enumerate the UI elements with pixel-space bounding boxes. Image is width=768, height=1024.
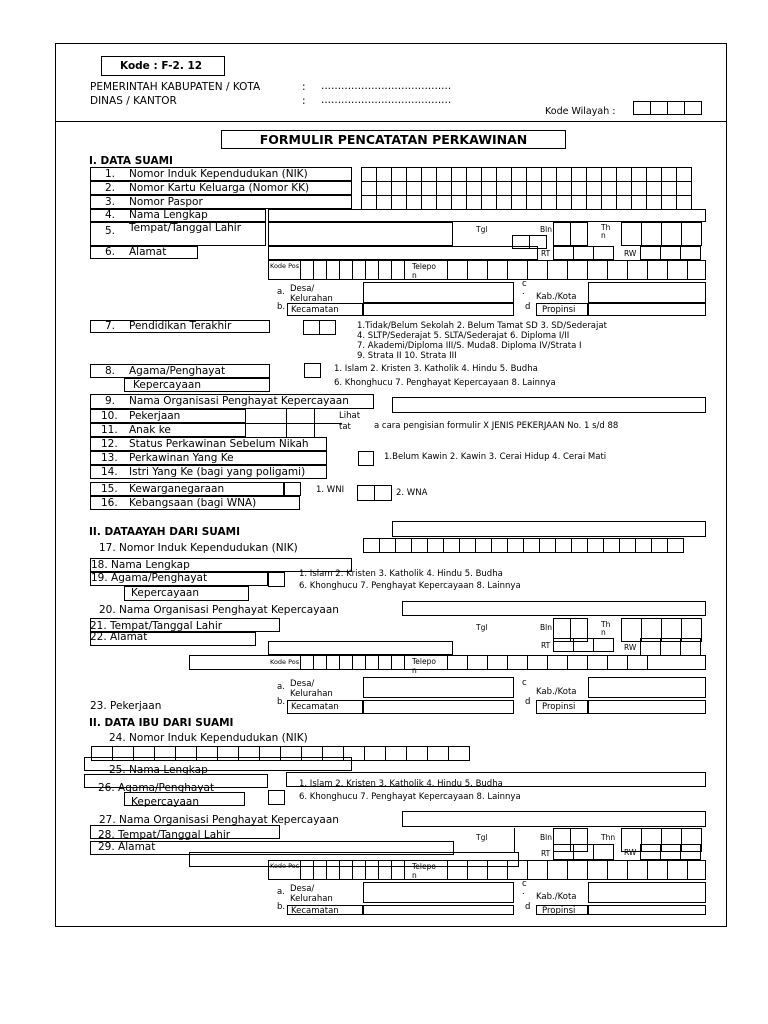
perkawinan-ke-label: Perkawinan Yang Ke xyxy=(129,452,234,464)
dinas-dots[interactable]: ....................................... xyxy=(321,94,452,106)
ayah-ttl-label: 21. Tempat/Tanggal Lahir xyxy=(90,620,223,632)
dinas-label: DINAS / KANTOR xyxy=(90,95,177,107)
ibu-agama-options-2: 6. Khonghucu 7. Penghayat Kepercayaan 8. Lainnya xyxy=(299,792,521,802)
section-2-heading: II. DATAAYAH DARI SUAMI xyxy=(89,526,240,538)
status-perkawinan-label: Status Perkawinan Sebelum Nikah xyxy=(129,438,309,450)
ibu-agama-label: 26. Agama/Penghayat xyxy=(98,782,215,794)
row-4-label: Nama Lengkap xyxy=(129,209,208,221)
ayah-agama-label: 19. Agama/Penghayat xyxy=(91,572,208,584)
section-3-heading: II. DATA IBU DARI SUAMI xyxy=(89,717,234,729)
kode-wilayah-cells[interactable] xyxy=(634,101,702,115)
header-divider xyxy=(56,121,726,122)
row-9-box: 9. Nama Organisasi Penghayat Kepercayaan xyxy=(90,394,374,409)
kabkota-field[interactable] xyxy=(588,282,706,303)
kode-wilayah-label: Kode Wilayah : xyxy=(545,106,616,117)
pemerintah-dots[interactable]: ....................................... xyxy=(321,80,452,92)
kewarganegaraan-label: Kewarganegaraan xyxy=(129,483,225,495)
ayah-kepercayaan-box: Kepercayaan xyxy=(124,586,249,601)
form-page: Kode : F-2. 12 PEMERINTAH KABUPATEN / KOTA : ....................................... DINAS / KANTOR : ....................................... Kode Wilayah : FORMULIR PENCATATAN PERKAWINAN I. DATA SUAMI 1. Nomor Induk Kependudukan (NIK) 2. Nomor Kartu Keluarga (Nomor KK) 3. Nomor Paspor 4. Nama Lengkap 5. Tempat/Tanggal Lahir Tgl Bln Th n 6. Alamat RT RW Kode Pos Telepo n a. Desa/ Kelurahan b. Kecamatan c . Kab./Kota d Propinsi 7. Pendidikan Terakhir 1.Tidak/Belum Sekolah 2. Belum Tamat SD 3. SD/Sederajat 4. SLTP/Sederajat 5. SLTA/Sederajat 6. Diploma I/II 7. Akademi/Diploma III/S. Muda8. Diploma IV/Strata I 9. Strata II 10. Strata III 8. Agama/Penghayat Kepercayaan 1. Islam 2. Kristen 3. Katholik 4. Hindu 5. Budha 6. Khonghucu 7. Penghayat Kepercayaan 8. Lainnya 9. Nama Organisasi Penghayat Kepercayaan 10. Pekerjaan 11. Anak ke Lihat tat a cara pengisian formulir X JENIS PEKERJAAN No. 1 s/d 88 12. Status Perkawinan Sebelum Nikah 13. Perkawinan Yang Ke 1.Belum Kawin 2. Kawin 3. Cerai Hidup 4. Cerai Mati 14. Istri Yang Ke (bagi yang poligami) 15. Kewarganegaraan 1. WNI 2. WNA 16. Kebangsaan (bagi WNA) II. DATAAYAH DARI SUAMI 17. Nomor Induk Kependudukan (NIK) 18. Nama Lengkap 19. Agama/Penghayat Kepercayaan 1. Islam 2. Kristen 3. Katholik 4. Hindu 5. Budha 6. Khonghucu 7. Penghayat Kepercayaan 8. Lainnya 20. Nama Organisasi Penghayat Kepercayaan 21. Tempat/Tanggal Lahir 22. Alamat Tgl Bln Th n RT RW Kode Pos Telepo n a. Desa/ Kelurahan b. Kecamatan c Kab./Kota d Propinsi 23. Pekerjaan II. DATA IBU DARI SUAMI 24. Nomor Induk Kependudukan (NIK) 25. Nama Lengkap 26. Agama/Penghayat Kepercayaan 1. Islam 2. Kristen 3. Katholik 4. Hindu 5. Budha 6. Khonghucu 7. Penghayat Kepercayaan 8. Lainnya 27. Nama Organisasi Penghayat Kepercayaan 28. Tempat/Tanggal Lahir 29. Alamat Tgl Bln Thn RT RW Kode Pos Telepo n a. Desa/ Kelurahan b. Kecamatan c . Kab./Kota d Propinsi xyxy=(55,43,727,927)
ayah-tempat-field[interactable] xyxy=(268,641,453,655)
ibu-nama-label: 25. Nama Lengkap xyxy=(109,764,208,776)
row-1-box: 1. Nomor Induk Kependudukan (NIK) xyxy=(90,167,352,181)
status-cell[interactable] xyxy=(358,451,374,466)
propinsi-field[interactable] xyxy=(588,303,706,316)
row-10-box: 10. Pekerjaan xyxy=(90,409,246,423)
ayah-nama-label: 18. Nama Lengkap xyxy=(91,559,190,571)
kodepos-cells[interactable] xyxy=(301,260,405,280)
ayah-alamat-label: 22. Alamat xyxy=(90,631,148,643)
section-2-top-field[interactable] xyxy=(392,521,706,537)
row-5-label: Tempat/Tanggal Lahir xyxy=(129,222,242,234)
row-11-box: 11. Anak ke xyxy=(90,423,246,437)
section-1-heading: I. DATA SUAMI xyxy=(89,155,173,167)
pendidikan-cells[interactable] xyxy=(304,320,336,335)
kecamatan-label-box: Kecamatan xyxy=(287,303,363,316)
row-1-label: Nomor Induk Kependudukan (NIK) xyxy=(129,168,308,180)
ayah-pekerjaan-label: 23. Pekerjaan xyxy=(90,700,162,712)
kepercayaan-label-box: Kepercayaan xyxy=(124,378,270,392)
alamat-field[interactable] xyxy=(268,246,538,260)
anak-ke-label: Anak ke xyxy=(129,424,171,436)
colon-2: : xyxy=(302,95,306,107)
wni-wna-cells[interactable] xyxy=(358,485,392,501)
agama-options-1: 1. Islam 2. Kristen 3. Katholik 4. Hindu 5. Budha xyxy=(334,364,538,374)
istri-ke-label: Istri Yang Ke (bagi yang poligami) xyxy=(129,466,306,478)
bln-cells[interactable] xyxy=(554,222,588,246)
organisasi-field[interactable] xyxy=(392,397,706,413)
row-6-box: 6. Alamat xyxy=(90,246,198,259)
ibu-alamat-label: 29. Alamat xyxy=(98,841,156,853)
row-3-box: 3. Nomor Paspor xyxy=(90,195,352,209)
row-5-box: 5. Tempat/Tanggal Lahir xyxy=(90,222,266,246)
form-title-box xyxy=(221,130,566,149)
ibu-organisasi-label: 27. Nama Organisasi Penghayat Kepercayaan xyxy=(99,814,339,826)
ibu-kepercayaan-box: Kepercayaan xyxy=(124,792,245,806)
pemerintah-label: PEMERINTAH KABUPATEN / KOTA xyxy=(90,81,261,93)
kode-label: Kode : F-2. 12 xyxy=(120,60,203,72)
agama-options-2: 6. Khonghucu 7. Penghayat Kepercayaan 8. Lainnya xyxy=(334,378,556,388)
row-15-box: 15. Kewarganegaraan xyxy=(90,482,284,496)
row-16-box: 16. Kebangsaan (bagi WNA) xyxy=(90,496,300,510)
row-6-label: Alamat xyxy=(129,246,167,258)
kode-box xyxy=(101,56,225,76)
pekerjaan-label: Pekerjaan xyxy=(129,410,181,422)
kecamatan-field[interactable] xyxy=(363,303,514,316)
paspor-cells[interactable] xyxy=(362,195,692,210)
pendidikan-label: Pendidikan Terakhir xyxy=(129,320,232,332)
kk-cells[interactable] xyxy=(362,181,692,196)
rt-cells[interactable] xyxy=(554,246,614,260)
pendidikan-options: 1.Tidak/Belum Sekolah 2. Belum Tamat SD 3. SD/Sederajat 4. SLTP/Sederajat 5. SLTA/Sederajat 6. Diploma I/II 7. Akademi/Diploma III/S. Muda8. Diploma IV/Strata I 9. Strata II 10. Strata III xyxy=(357,321,607,361)
telepon-cells[interactable] xyxy=(448,260,688,280)
ayah-nik-cells[interactable] xyxy=(364,538,684,553)
ibu-agama-cell[interactable] xyxy=(268,790,285,805)
tempat-lahir-field[interactable] xyxy=(268,222,453,246)
row-8-box: 8. Agama/Penghayat xyxy=(90,364,270,378)
ayah-organisasi-field[interactable] xyxy=(402,601,706,616)
row-2-label: Nomor Kartu Keluarga (Nomor KK) xyxy=(129,182,310,194)
rw-cells[interactable] xyxy=(641,246,701,260)
row-19-box xyxy=(90,572,268,586)
ayah-organisasi-label: 20. Nama Organisasi Penghayat Kepercayaan xyxy=(99,604,339,616)
row-3-label: Nomor Paspor xyxy=(129,196,203,208)
colon-1: : xyxy=(302,81,306,93)
ibu-ttl-label: 28. Tempat/Tanggal Lahir xyxy=(98,829,231,841)
agama-cell[interactable] xyxy=(304,363,321,378)
ayah-agama-options-2: 6. Khonghucu 7. Penghayat Kepercayaan 8. Lainnya xyxy=(299,581,521,591)
ayah-nik-label: 17. Nomor Induk Kependudukan (NIK) xyxy=(99,542,298,554)
ibu-nik-label: 24. Nomor Induk Kependudukan (NIK) xyxy=(109,732,308,744)
propinsi-label-box: Propinsi xyxy=(536,303,588,316)
desa-field[interactable] xyxy=(363,282,514,303)
nik-cells[interactable] xyxy=(362,167,692,182)
th-cells[interactable] xyxy=(622,222,702,246)
kewarganegaraan-cell[interactable] xyxy=(284,482,301,496)
form-title: FORMULIR PENCATATAN PERKAWINAN xyxy=(259,132,528,147)
row-2-box: 2. Nomor Kartu Keluarga (Nomor KK) xyxy=(90,181,352,195)
ibu-agama-options-1: 1. Islam 2. Kristen 3. Katholik 4. Hindu 5. Budha xyxy=(299,779,503,789)
organisasi-label: Nama Organisasi Penghayat Kepercayaan xyxy=(129,395,349,407)
kebangsaan-label: Kebangsaan (bagi WNA) xyxy=(129,497,257,509)
row-14-box: 14. Istri Yang Ke (bagi yang poligami) xyxy=(90,465,327,479)
ayah-c-label: c xyxy=(522,678,527,688)
ayah-agama-cell[interactable] xyxy=(268,572,285,587)
status-options: 1.Belum Kawin 2. Kawin 3. Cerai Hidup 4. Cerai Mati xyxy=(384,452,607,462)
agama-label: Agama/Penghayat xyxy=(129,365,226,377)
ayah-agama-options-1: 1. Islam 2. Kristen 3. Katholik 4. Hindu 5. Budha xyxy=(299,569,503,579)
row-13-box: 13. Perkawinan Yang Ke xyxy=(90,451,327,465)
row-7-box: 7. Pendidikan Terakhir xyxy=(90,320,270,333)
row-4-box: 4. Nama Lengkap xyxy=(90,209,266,222)
lihat-note: a cara pengisian formulir X JENIS PEKERJAAN No. 1 s/d 88 xyxy=(374,421,619,431)
row-12-box: 12. Status Perkawinan Sebelum Nikah xyxy=(90,437,327,451)
nama-lengkap-field[interactable] xyxy=(268,209,706,222)
